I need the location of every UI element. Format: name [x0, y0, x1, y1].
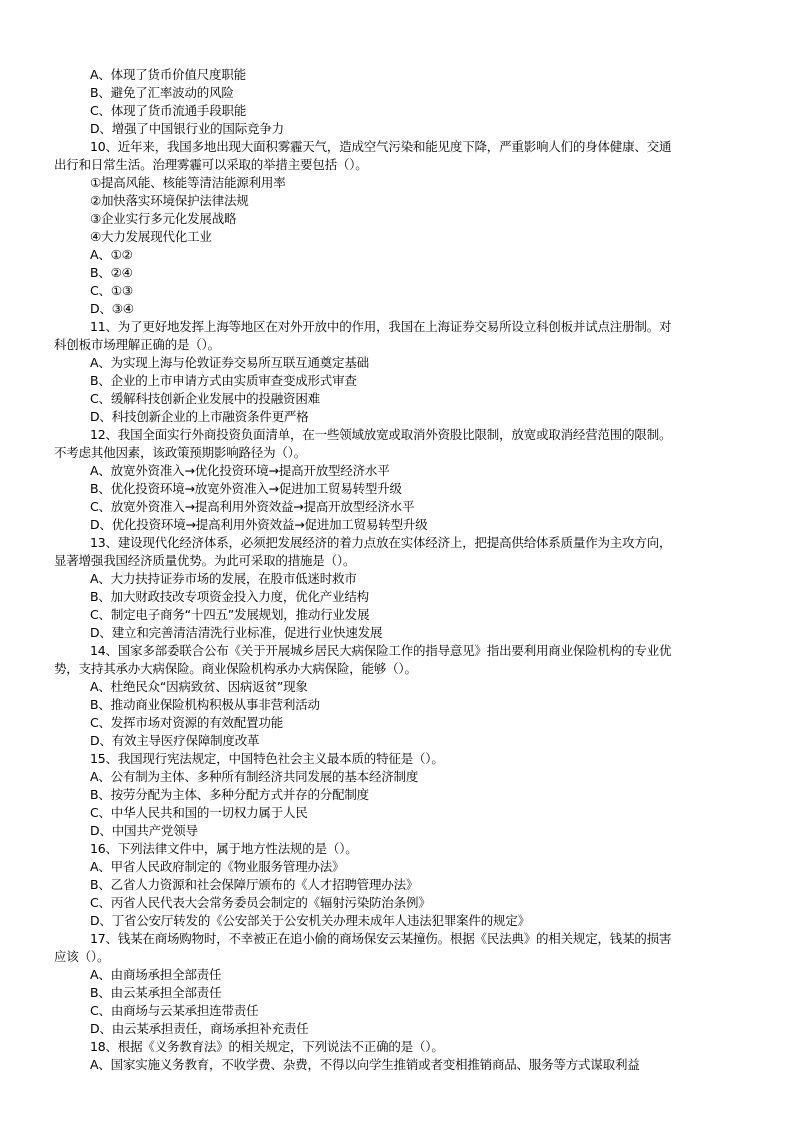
exam-document [54, 66, 740, 1074]
q16-stem: 16、下列法律文件中，属于地方性法规的是（）。 [90, 841, 358, 856]
q13-stem-line2: 显著增强我国经济质量优势。为此可采取的措施是（）。 [54, 553, 356, 568]
q12-stem-line2: 不考虑其他因素，该政策预期影响路径为（）。 [54, 445, 307, 460]
q9-option-d: D、增强了中国银行业的国际竞争力 [90, 121, 284, 136]
q14-stem-line2: 势，支持其承办大病保险。商业保险机构承办大病保险，能够（）。 [54, 661, 417, 676]
q13-option-a: A、大力扶持证券市场的发展，在股市低迷时救市 [90, 571, 357, 586]
q11-option-c: C、缓解科技创新企业发展中的投融资困难 [90, 391, 320, 406]
q17-option-b: B、由云某承担全部责任 [90, 985, 222, 1000]
q17-option-a: A、由商场承担全部责任 [90, 967, 222, 982]
q17-stem-line2: 应该（）。 [54, 949, 110, 964]
q10-item-1: ①提高风能、核能等清洁能源利用率 [90, 175, 286, 190]
q12-option-a: A、放宽外资准入→优化投资环境→提高开放型经济水平 [90, 463, 390, 478]
q10-item-2: ②加快落实环境保护法律法规 [90, 193, 249, 208]
q15-stem: 15、我国现行宪法规定，中国特色社会主义最本质的特征是（）。 [90, 751, 444, 766]
q11-option-b: B、企业的上市申请方式由实质审查变成形式审查 [90, 373, 357, 388]
q17-option-d: D、由云某承担责任，商场承担补充责任 [90, 1021, 309, 1036]
q9-option-b: B、避免了汇率波动的风险 [90, 85, 234, 100]
q18-option-a: A、国家实施义务教育，不收学费、杂费，不得以向学生推销或者变相推销商品、服务等方式谋取利益 [90, 1057, 640, 1072]
q10-option-a: A、①② [90, 247, 133, 262]
q12-stem-line1: 12、我国全面实行外商投资负面清单，在一些领域放宽或取消外资股比限制，放宽或取消经营范围的限制。 [90, 427, 672, 442]
q18-stem: 18、根据《义务教育法》的相关规定，下列说法不正确的是（）。 [90, 1039, 444, 1054]
q11-option-a: A、为实现上海与伦敦证券交易所互联互通奠定基础 [90, 355, 369, 370]
q15-option-a: A、公有制为主体、多种所有制经济共同发展的基本经济制度 [90, 769, 419, 784]
q12-option-b: B、优化投资环境→放宽外资准入→促进加工贸易转型升级 [90, 481, 402, 496]
q15-option-d: D、中国共产党领导 [90, 823, 198, 838]
q13-option-d: D、建立和完善清洁清洗行业标准，促进行业快速发展 [90, 625, 383, 640]
q10-stem-line1: 10、近年来，我国多地出现大面积雾霾天气，造成空气污染和能见度下降，严重影响人们的身体健康、交通 [90, 139, 672, 154]
q16-option-b: B、乙省人力资源和社会保障厅颁布的《人才招聘管理办法》 [90, 877, 419, 892]
q16-option-a: A、甲省人民政府制定的《物业服务管理办法》 [90, 859, 345, 874]
q15-option-b: B、按劳分配为主体、多种分配方式并存的分配制度 [90, 787, 369, 802]
q11-stem-line2: 科创板市场理解正确的是（）。 [54, 337, 220, 352]
q10-stem-line2: 出行和日常生活。治理雾霾可以采取的举措主要包括（）。 [54, 157, 368, 172]
q14-option-d: D、有效主导医疗保障制度改革 [90, 733, 260, 748]
q17-option-c: C、由商场与云某承担连带责任 [90, 1003, 259, 1018]
q16-option-d: D、丁省公安厅转发的《公安部关于公安机关办理未成年人违法犯罪案件的规定》 [90, 913, 530, 928]
q14-stem-line1: 14、国家多部委联合公布《关于开展城乡居民大病保险工作的指导意见》指出要利用商业保险机构的专业优 [90, 643, 672, 658]
q9-option-a: A、体现了货币价值尺度职能 [90, 67, 246, 82]
q10-option-b: B、②④ [90, 265, 133, 280]
q13-option-b: B、加大财政技改专项资金投入力度，优化产业结构 [90, 589, 369, 604]
q12-option-c: C、放宽外资准入→提高利用外资效益→提高开放型经济水平 [90, 499, 415, 514]
q11-stem-line1: 11、为了更好地发挥上海等地区在对外开放中的作用，我国在上海证券交易所设立科创板并试点注册制。对 [90, 319, 672, 334]
q15-option-c: C、中华人民共和国的一切权力属于人民 [90, 805, 308, 820]
q13-option-c: C、制定电子商务“十四五”发展规划，推动行业发展 [90, 607, 370, 622]
q16-option-c: C、丙省人民代表大会常务委员会制定的《辐射污染防治条例》 [90, 895, 431, 910]
q10-item-4: ④大力发展现代化工业 [90, 229, 212, 244]
q10-item-3: ③企业实行多元化发展战略 [90, 211, 237, 226]
q11-option-d: D、科技创新企业的上市融资条件更严格 [90, 409, 309, 424]
q13-stem-line1: 13、建设现代化经济体系，必须把发展经济的着力点放在实体经济上，把提高供给体系质量作为主攻方向， [90, 535, 672, 550]
q14-option-c: C、发挥市场对资源的有效配置功能 [90, 715, 284, 730]
q12-option-d: D、优化投资环境→提高利用外资效益→促进加工贸易转型升级 [90, 517, 428, 532]
q14-option-b: B、推动商业保险机构积极从事非营利活动 [90, 697, 320, 712]
q9-option-c: C、体现了货币流通手段职能 [90, 103, 247, 118]
q14-option-a: A、杜绝民众“因病致贫、因病返贫”现象 [90, 679, 308, 694]
q10-option-c: C、①③ [90, 283, 133, 298]
q10-option-d: D、③④ [90, 301, 134, 316]
q17-stem-line1: 17、钱某在商场购物时，不幸被正在追小偷的商场保安云某撞伤。根据《民法典》的相关规定，钱某的损害 [90, 931, 672, 946]
